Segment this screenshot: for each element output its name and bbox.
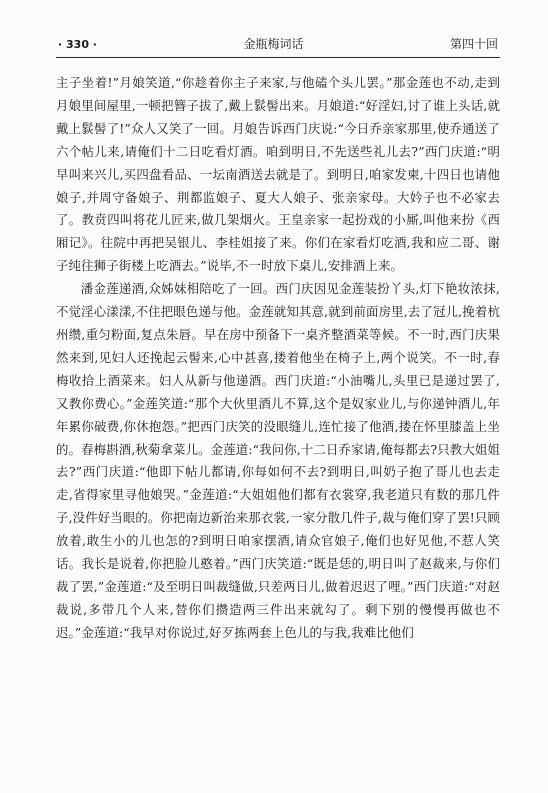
- body-text: [56, 72, 500, 645]
- book-page: [56, 36, 500, 645]
- paragraph: 潘金莲递酒,众姊妹相陪吃了一回。西门庆因见金莲装扮丫头,灯下艳妆浓抹,不觉淫心漾漾,不住把眼色递与他。金莲就知其意,就到前面房里,去了冠儿,挽着杭州缵,重匀粉面,复点朱唇。早在房中预备下一桌齐整酒菜等候。不一时,西门庆果然来到,见妇人还挽起云髻来,心中甚喜,搂着他坐在椅子上,两个说笑。不一时,春梅收拾上酒菜来。妇人从新与他递酒。西门庆道:“小油嘴儿,头里已是递过罢了,又教你费心。”金莲笑道:“那个大伙里酒儿不算,这个是奴家业儿,与你递钟酒儿,年年累你破费,你休抱怨。”把西门庆笑的没眼缝儿,连忙接了他酒,搂在怀里膝盖上坐的。春梅斟酒,秋菊拿菜儿。金莲道:“我问你,十二日乔家请,俺每都去?只教大姐姐去?”西门庆道:“他即下帖儿都请,你每如何不去?到明日,叫奶子抱了哥儿也去走走,省得家里寻他娘哭。”金莲道:“大姐姐他们都有衣裳穿,我老道只有数的那几件子,没件好当眼的。你把南边新治来那衣裳,一家分散几件子,裁与俺们穿了罢!只顾放着,敢生小的儿也怎的?到明日咱家摆酒,请众官娘子,俺们也好见他,不惹人笑话。我长是说着,你把脸儿憨着。”西门庆笑道:“既是恁的,明日叫了赵裁来,与你们裁了罢,”金莲道:“及至明日叫裁缝做,只差两日儿,做着迟迟了哩。”西门庆道:“对赵裁说,多带几个人来,替你们攒造两三件出来就勾了。剩下别的慢慢再做也不迟。”金莲道:“我早对你说过,好歹拣两套上色儿的与我,我难比他们: [56, 281, 500, 640]
- paragraph-continued: 主子坐着!”月娘笑道,“你趁着你主子来家,与他磕个头儿罢。”那金莲也不动,走到月娘里间屋里,一顿把簪子拔了,戴上䯼髻出来。月娘道:“好淫妇,讨了谁上头话,就戴上䯼髻了!”众人又笑了一回。月娘告诉西门庆说:“今日乔亲家那里,使乔通送了六个帖儿来,请俺们十二日吃看灯酒。咱到明日,不先送些礼儿去?”西门庆道:“明早叫来兴儿,买四盘看品、一坛南酒送去就是了。到明日,咱家发柬,十四日也请他娘子,并周守备娘子、荆都监娘子、夏大人娘子、张亲家母。大妗子也不必家去了。教贲四叫将花儿匠来,做几架烟火。王皇亲家一起扮戏的小厮,叫他来扮《西厢记》。往院中再把吴银儿、李桂姐接了来。你们在家看灯吃酒,我和应二哥、谢子纯往狮子街楼上吃酒去。”说毕,不一时放下桌儿,安排酒上来。: [56, 75, 500, 274]
- chapter-title: 第四十回: [449, 37, 498, 51]
- book-title: 金瓶梅词话: [243, 37, 304, 51]
- running-head: [56, 36, 500, 58]
- page-number: · 330 ·: [58, 38, 97, 51]
